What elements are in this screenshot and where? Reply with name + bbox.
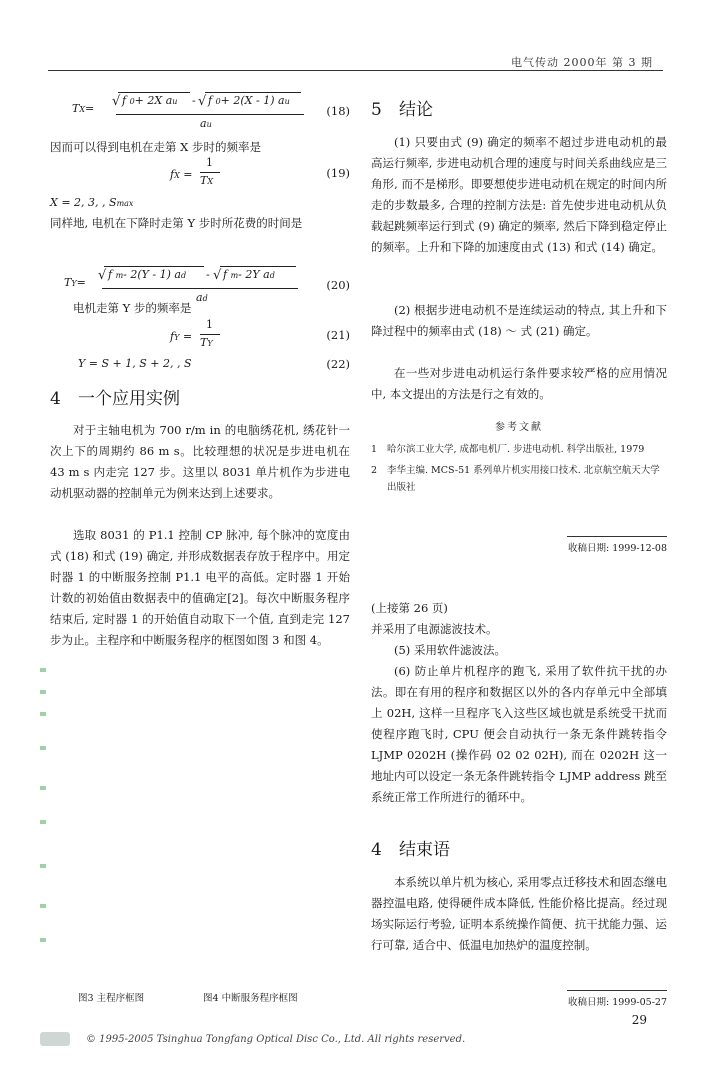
figure-4-caption: 图4 中断服务程序框图 [203,993,298,1004]
continued-text: 并采用了电源滤波技术。 [371,622,498,636]
item-6: (6) 防止单片机程序的跑飞, 采用了软件抗干扰的办法。即在有用的程序和数据区以外的各内存单元中全部填上 02H, 这样一旦程序飞入这些区域也就是系统受干扰而使程序跑飞时, CPU 便会自动执行一条无条件跳转指令 LJMP 0202H (操作码 02 02 02H), 而在 0202H 这一地址内可以设定一条无条件跳转指令 LJMP address 跳至系统正常工作所进行的循环中。 [371,664,667,804]
figure-flowcharts [40,668,50,968]
range-x: X = 2, 3, , Smax [50,196,134,209]
header-rule [48,70,663,71]
paragraph-timer-control: 选取 8031 的 P1.1 控制 CP 脉冲, 每个脉冲的宽度由式 (18) 和式 (19) 确定, 并形成数据表存放于程序中。用定时器 1 的中断服务控制 P1.1 电平的高低。定时器 1 开始计数的初始值由数据表中的值确定[2]。每次中断服务程序结束后, 定时器 1 的开始值自动取下一个值, 直到走完 127 步为止。主程序和中断服务程序的框图如图 3 和图 4。 [50,528,350,647]
received-date-2: 收稿日期: 1999-05-27 [371,990,667,1008]
conclusion-3: 在一些对步进电动机运行条件要求较严格的应用情况中, 本文提出的方法是行之有效的。 [371,366,667,401]
references-title: 参考文献 [495,422,543,433]
paragraph-descend-time: 同样地, 电机在下降时走第 Y 步时所花费的时间是 [50,216,303,230]
section-5-heading: 5 结论 [371,100,433,120]
closing-section-heading: 4 结束语 [371,840,450,860]
equation-18: TX= √ f 0+ 2X au - √ f 0+ 2(X - 1) au au (18) [72,94,350,130]
copyright-footer: © 1995-2005 Tsinghua Tongfang Optical Disc Co., Ltd. All rights reserved. [86,1034,466,1045]
reference-item: 1 哈尔滨工业大学, 成都电机厂. 步进电动机. 科学出版社, 1979 [371,444,645,455]
item-5: (5) 采用软件滤波法。 [394,643,506,657]
page-number: 29 [631,1013,647,1027]
reference-item: 2 李华主编. MCS-51 系列单片机实用接口技术. 北京航空航天大学出版社 [371,465,660,493]
paragraph-y-frequency: 电机走第 Y 步的频率是 [73,301,192,315]
received-date-1: 收稿日期: 1999-12-08 [371,536,667,554]
equation-22: Y = S + 1, S + 2, , S (22) [78,357,350,371]
figure-3-caption: 图3 主程序框图 [78,993,145,1004]
section-4-heading: 4 一个应用实例 [50,389,180,409]
continued-from: (上接第 26 页) [371,601,448,615]
equation-19: fX = 1 TX (19) [170,156,350,187]
conclusion-1: (1) 只要由式 (9) 确定的频率不超过步进电动机的最高运行频率, 步进电动机合理的速度与时间关系曲线应是三角形, 而不是梯形。即要想使步进电动机在规定的时间内所走的步数最多, 合理的控制方法是: 首先使步进电动机从负载起跳频率运行到式 (9) 确定的频率, 然后下降到稳定停止的频率。上升和下降的加速度由式 (13) 和式 (14) 确定。 [371,135,667,254]
paragraph-application: 对于主轴电机为 700 r/m in 的电脑绣花机, 绣花针一次上下的周期约 86 m s。比较理想的状况是步进电机在 43 m s 内走完 127 步。这里以 8031 单片机作为步进电动机驱动器的控制单元为例来达到上述要求。 [50,423,350,500]
equation-20: TY= √ f m- 2(Y - 1) ad - √ f m- 2Y ad ad (20) [64,268,350,304]
paragraph-step-frequency: 因而可以得到电机在走第 X 步时的频率是 [50,140,261,154]
references [371,406,667,496]
publisher-logo-icon [40,1032,70,1046]
conclusion-2: (2) 根据步进电动机不是连续运动的特点, 其上升和下降过程中的频率由式 (18) ～ 式 (21) 确定。 [371,303,667,338]
equation-21: fY = 1 TY (21) [170,318,350,349]
running-header: 电气传动 2000年 第 3 期 [511,56,653,69]
closing-paragraph: 本系统以单片机为核心, 采用零点迁移技术和固态继电器控温电路, 使得硬件成本降低, 性能价格比提高。经过现场实际运行考验, 证明本系统操作简便、抗干扰能力强、运行可靠, 适合中、低温电加热炉的温度控制。 [371,875,667,952]
